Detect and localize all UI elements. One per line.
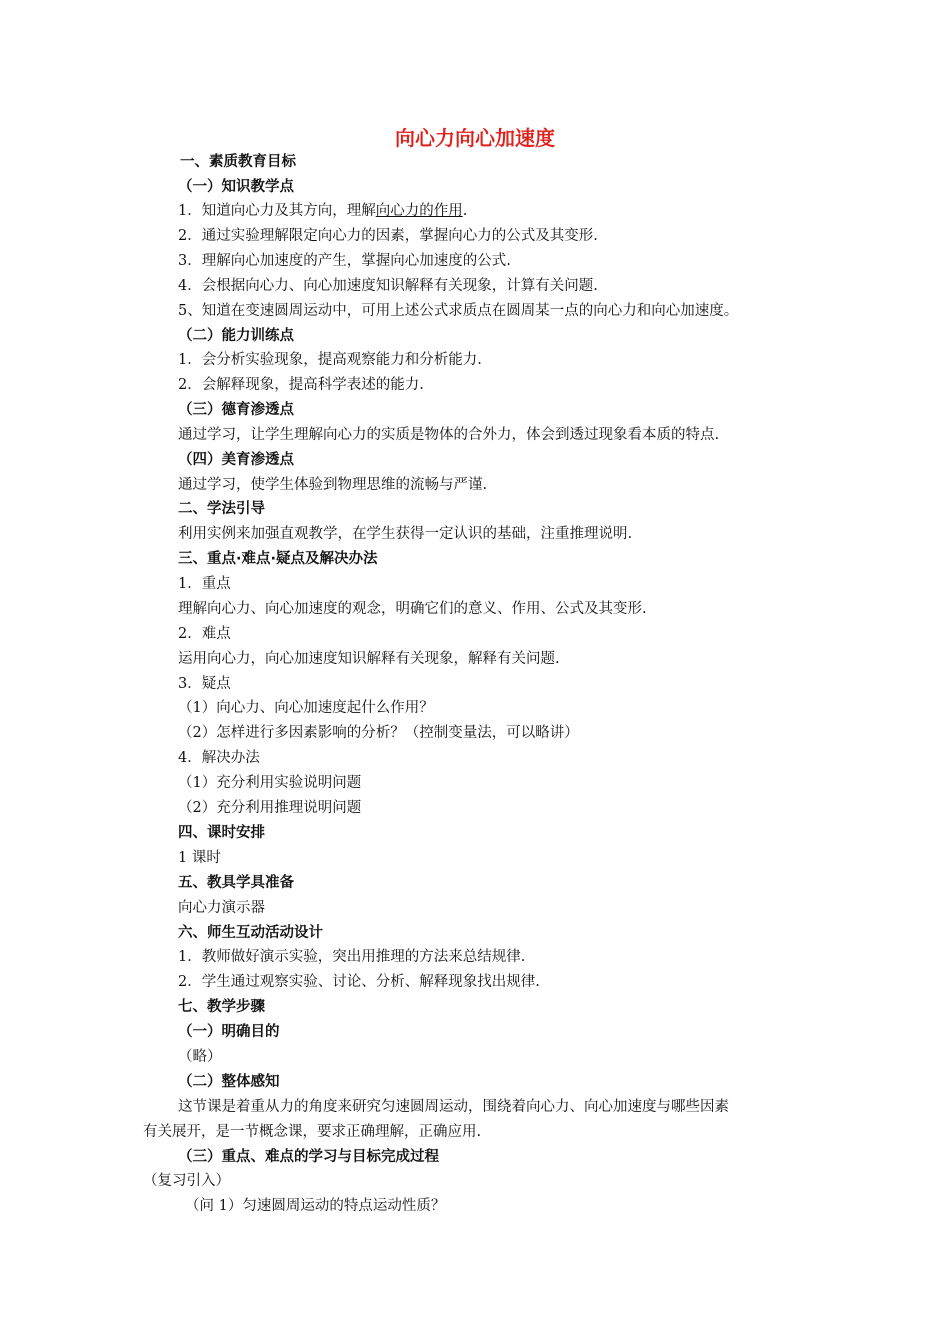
text-run: 1．知道向心力及其方向，理解: [178, 203, 376, 219]
paragraph: 1 课时: [178, 850, 221, 866]
subsection-heading: （四）美育渗透点: [178, 452, 294, 468]
paragraph: 1．会分析实验现象，提高观察能力和分析能力.: [178, 352, 482, 368]
paragraph: （问 1）匀速圆周运动的特点运动性质？: [185, 1198, 446, 1214]
paragraph: 4．会根据向心力、向心加速度知识解释有关现象，计算有关问题.: [178, 278, 598, 294]
underlined-text: 向心力的作用: [375, 203, 463, 219]
paragraph: 1．教师做好演示实验，突出用推理的方法来总结规律.: [178, 949, 526, 965]
paragraph: 通过学习，使学生体验到物理思维的流畅与严谨.: [178, 477, 488, 493]
paragraph: 这节课是着重从力的角度来研究匀速圆周运动，围绕着向心力、向心加速度与哪些因素: [178, 1099, 729, 1115]
section-heading: 二、学法引导: [178, 501, 265, 517]
paragraph: 利用实例来加强直观教学，在学生获得一定认识的基础，注重推理说明.: [178, 526, 633, 542]
paragraph: 4．解决办法: [178, 750, 260, 766]
section-heading: 四、课时安排: [178, 825, 265, 841]
paragraph: 3．理解向心加速度的产生，掌握向心加速度的公式.: [178, 253, 511, 269]
section-heading: 五、教具学具准备: [178, 875, 294, 891]
paragraph: [178, 201, 467, 221]
section-heading: 六、师生互动活动设计: [178, 925, 323, 941]
page-title: 向心力向心加速度: [395, 126, 555, 150]
paragraph: （2）充分利用推理说明问题: [178, 800, 362, 816]
paragraph: 2．学生通过观察实验、讨论、分析、解释现象找出规律.: [178, 974, 540, 990]
paragraph: 1．重点: [178, 576, 231, 592]
paragraph: 2．会解释现象，提高科学表述的能力.: [178, 377, 424, 393]
paragraph: 理解向心力、向心加速度的观念，明确它们的意义、作用、公式及其变形.: [178, 601, 647, 617]
paragraph: 向心力演示器: [178, 900, 265, 916]
subsection-heading: （一）知识教学点: [178, 179, 294, 195]
text-run: .: [462, 203, 468, 219]
paragraph: 有关展开，是一节概念课，要求正确理解，正确应用.: [143, 1124, 482, 1140]
paragraph: 2．通过实验理解限定向心力的因素，掌握向心力的公式及其变形.: [178, 228, 598, 244]
paragraph: （略）: [178, 1049, 222, 1065]
subsection-heading: （二）能力训练点: [178, 328, 294, 344]
section-heading: 七、教学步骤: [178, 999, 265, 1015]
section-heading: 三、重点·难点·疑点及解决办法: [178, 551, 378, 567]
paragraph: 运用向心力，向心加速度知识解释有关现象，解释有关问题.: [178, 651, 560, 667]
subsection-heading: （三）重点、难点的学习与目标完成过程: [178, 1149, 439, 1165]
paragraph: （2）怎样进行多因素影响的分析？（控制变量法，可以略讲）: [178, 725, 579, 741]
paragraph: 3．疑点: [178, 676, 231, 692]
paragraph: （1）向心力、向心加速度起什么作用？: [178, 700, 434, 716]
section-heading: 一、素质教育目标: [180, 154, 296, 170]
subsection-heading: （一）明确目的: [178, 1024, 280, 1040]
paragraph: 5、知道在变速圆周运动中，可用上述公式求质点在圆周某一点的向心力和向心加速度。: [178, 303, 739, 319]
subsection-heading: （三）德育渗透点: [178, 402, 294, 418]
paragraph: （1）充分利用实验说明问题: [178, 775, 362, 791]
paragraph: 2．难点: [178, 626, 231, 642]
subsection-heading: （二）整体感知: [178, 1074, 280, 1090]
paragraph: （复习引入）: [143, 1173, 230, 1189]
paragraph: 通过学习，让学生理解向心力的实质是物体的合外力，体会到透过现象看本质的特点.: [178, 427, 720, 443]
